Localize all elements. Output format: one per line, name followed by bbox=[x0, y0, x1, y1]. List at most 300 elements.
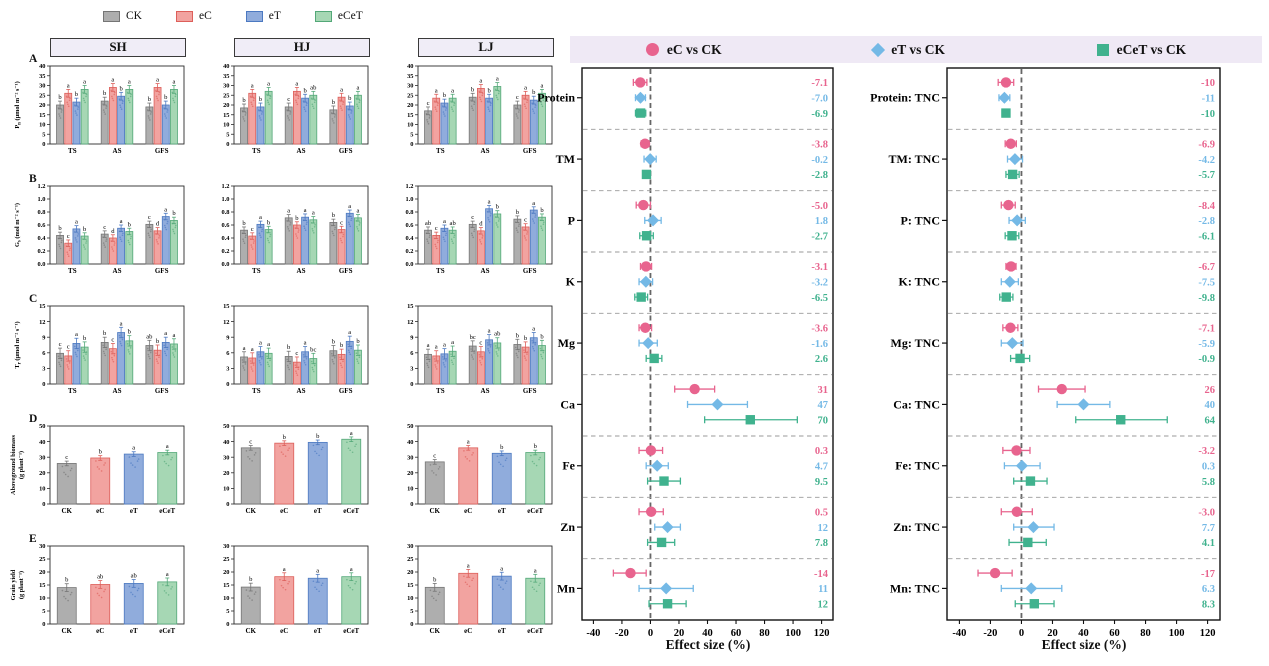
bar-chart-svg bbox=[10, 56, 188, 176]
scatter-dot bbox=[122, 337, 124, 339]
scatter-dot bbox=[332, 231, 334, 233]
scatter-dot bbox=[451, 240, 453, 242]
scatter-dot bbox=[339, 99, 341, 101]
bar-eCeT bbox=[170, 89, 177, 144]
sig-letter: d bbox=[111, 227, 115, 235]
scatter-dot bbox=[306, 221, 308, 223]
scatter-dot bbox=[58, 238, 60, 240]
bar-eCeT bbox=[449, 98, 456, 144]
bar-eCeT bbox=[126, 89, 133, 144]
sig-letter: b bbox=[82, 225, 87, 233]
scatter-dot bbox=[341, 367, 343, 369]
scatter-dot bbox=[342, 236, 344, 238]
scatter-dot bbox=[314, 99, 316, 101]
scatter-dot bbox=[298, 98, 300, 100]
scatter-dot bbox=[474, 101, 476, 103]
scatter-dot bbox=[61, 358, 63, 360]
scatter-dot bbox=[82, 349, 84, 351]
sig-letter: c bbox=[426, 99, 430, 107]
y-tick-label: 0 bbox=[410, 141, 414, 149]
scatter-dot bbox=[84, 359, 86, 361]
scatter-dot bbox=[103, 591, 105, 593]
scatter-dot bbox=[173, 231, 175, 233]
x-tick-label: CK bbox=[429, 627, 440, 635]
y-tick-label: 20 bbox=[39, 569, 46, 577]
effect-size-value: 70 bbox=[817, 415, 828, 427]
scatter-dot bbox=[121, 345, 123, 347]
scatter-dot bbox=[471, 454, 473, 456]
scatter-dot bbox=[489, 221, 491, 223]
effect-size-value: -3.6 bbox=[811, 323, 828, 335]
x-tick-label: AS bbox=[480, 267, 490, 275]
scatter-dot bbox=[266, 356, 268, 358]
scatter-dot bbox=[86, 351, 88, 353]
plot-frame bbox=[582, 68, 833, 620]
sig-letter: c bbox=[295, 349, 299, 357]
scatter-dot bbox=[505, 460, 507, 462]
scatter-dot bbox=[162, 455, 164, 457]
forest-row-label: Mg bbox=[557, 336, 575, 351]
y-axis-label-part: (mol m⁻² s⁻¹) bbox=[14, 203, 21, 241]
scatter-dot bbox=[428, 123, 430, 125]
scatter-dot bbox=[343, 359, 345, 361]
scatter-dot bbox=[443, 113, 445, 115]
scatter-dot bbox=[60, 366, 62, 368]
scatter-dot bbox=[250, 102, 252, 104]
scatter-dot bbox=[429, 361, 431, 363]
scatter-dot bbox=[85, 242, 87, 244]
effect-size-value: 4.7 bbox=[814, 461, 828, 473]
sig-letter: b bbox=[127, 221, 131, 229]
scatter-dot bbox=[122, 102, 124, 104]
scatter-dot bbox=[289, 113, 291, 115]
scatter-dot bbox=[253, 240, 255, 242]
sig-letter: b bbox=[500, 443, 504, 451]
forest-marker-square bbox=[642, 231, 651, 240]
sig-letter: a bbox=[349, 565, 353, 573]
scatter-dot bbox=[450, 353, 452, 355]
scatter-dot bbox=[287, 226, 289, 228]
scatter-dot bbox=[495, 216, 497, 218]
sig-letter: a bbox=[348, 329, 352, 337]
sig-letter: b bbox=[348, 95, 352, 103]
scatter-dot bbox=[106, 347, 108, 349]
bar-legend-item-ec bbox=[176, 10, 212, 22]
y-tick-label: 20 bbox=[223, 569, 230, 577]
scatter-dot bbox=[113, 361, 115, 363]
scatter-dot bbox=[350, 112, 352, 114]
sig-letter: c bbox=[250, 225, 254, 233]
x-tick-label: -20 bbox=[983, 628, 998, 639]
forest-marker-square bbox=[636, 292, 645, 301]
bar-eT bbox=[308, 442, 327, 504]
scatter-dot bbox=[471, 580, 473, 582]
bar-CK bbox=[425, 587, 444, 624]
forest-row-label: Fe: TNC bbox=[895, 458, 940, 473]
sig-letter: a bbox=[466, 438, 470, 446]
scatter-dot bbox=[148, 115, 150, 117]
y-tick-label: 3 bbox=[42, 365, 46, 373]
scatter-dot bbox=[166, 223, 168, 225]
x-tick-label: eT bbox=[313, 627, 322, 635]
bar-eT bbox=[492, 576, 511, 624]
scatter-dot bbox=[70, 594, 72, 596]
scatter-dot bbox=[429, 234, 431, 236]
bar-eCeT bbox=[342, 577, 361, 624]
x-tick-label: 20 bbox=[1047, 628, 1058, 639]
sig-letter: a bbox=[287, 207, 291, 215]
sig-letter: a bbox=[479, 77, 483, 85]
forest-marker-circle bbox=[1011, 445, 1021, 455]
sig-letter: ab bbox=[146, 333, 153, 341]
scatter-dot bbox=[498, 218, 500, 220]
bar-eCeT bbox=[494, 343, 501, 384]
bar-legend-item-et bbox=[246, 10, 281, 22]
sig-letter: bc bbox=[310, 346, 317, 354]
scatter-dot bbox=[482, 237, 484, 239]
scatter-dot bbox=[288, 228, 290, 230]
scatter-dot bbox=[496, 353, 498, 355]
bar-eT bbox=[486, 209, 493, 264]
scatter-dot bbox=[489, 352, 491, 354]
bar-panel-D-SH bbox=[10, 416, 188, 536]
scatter-dot bbox=[157, 362, 159, 364]
scatter-dot bbox=[242, 116, 244, 118]
panel-label-c: C bbox=[29, 293, 38, 305]
effect-size-value: -10 bbox=[1201, 78, 1215, 90]
scatter-dot bbox=[59, 246, 61, 248]
scatter-dot bbox=[506, 458, 508, 460]
y-tick-label: 5 bbox=[410, 131, 414, 139]
effect-size-value: 40 bbox=[1204, 400, 1215, 412]
bar-eT bbox=[308, 578, 327, 624]
scatter-dot bbox=[332, 361, 334, 363]
scatter-dot bbox=[500, 586, 502, 588]
scatter-dot bbox=[506, 580, 508, 582]
scatter-dot bbox=[98, 595, 100, 597]
scatter-dot bbox=[95, 460, 97, 462]
forest-marker-diamond bbox=[662, 521, 674, 533]
scatter-dot bbox=[130, 94, 132, 96]
y-tick-label: 1.2 bbox=[405, 183, 414, 191]
bar-eC bbox=[91, 584, 110, 624]
y-tick-label: 40 bbox=[39, 438, 46, 446]
scatter-dot bbox=[175, 350, 177, 352]
forest-marker-diamond bbox=[1009, 153, 1021, 165]
scatter-dot bbox=[77, 106, 79, 108]
sig-letter: bc bbox=[469, 333, 476, 341]
forest-row-label: K: TNC bbox=[898, 274, 940, 289]
forest-marker-diamond bbox=[1078, 398, 1090, 410]
scatter-dot bbox=[489, 110, 491, 112]
scatter-dot bbox=[517, 117, 519, 119]
scatter-dot bbox=[65, 474, 67, 476]
scatter-dot bbox=[149, 237, 151, 239]
scatter-dot bbox=[132, 464, 134, 466]
sig-letter: b bbox=[74, 91, 79, 99]
scatter-dot bbox=[250, 244, 252, 246]
scatter-dot bbox=[111, 96, 113, 98]
scatter-dot bbox=[128, 242, 130, 244]
scatter-dot bbox=[312, 103, 314, 105]
swatch-icon-et bbox=[246, 11, 263, 22]
scatter-dot bbox=[119, 341, 121, 343]
scatter-dot bbox=[450, 232, 452, 234]
x-tick-label: eT bbox=[313, 507, 322, 515]
y-tick-label: 1.0 bbox=[405, 196, 414, 204]
scatter-dot bbox=[472, 358, 474, 360]
forest-marker-circle bbox=[638, 200, 648, 210]
scatter-dot bbox=[479, 97, 481, 99]
effect-size-value: -10 bbox=[1201, 108, 1215, 120]
scatter-dot bbox=[495, 345, 497, 347]
scatter-dot bbox=[158, 94, 160, 96]
y-tick-label: 12 bbox=[39, 318, 46, 326]
scatter-dot bbox=[261, 358, 263, 360]
scatter-dot bbox=[496, 95, 498, 97]
sig-letter: c bbox=[471, 214, 475, 222]
x-tick-label: 80 bbox=[1140, 628, 1151, 639]
effect-size-value: 2.6 bbox=[814, 354, 828, 366]
x-tick-label: AS bbox=[480, 147, 490, 155]
scatter-dot bbox=[288, 581, 290, 583]
scatter-dot bbox=[67, 104, 69, 106]
scatter-dot bbox=[258, 354, 260, 356]
scatter-dot bbox=[130, 592, 132, 594]
effect-size-value: -1.6 bbox=[811, 338, 828, 350]
scatter-dot bbox=[516, 115, 518, 117]
scatter-dot bbox=[311, 361, 313, 363]
x-tick-label: CK bbox=[245, 507, 256, 515]
scatter-dot bbox=[259, 117, 261, 119]
scatter-dot bbox=[68, 106, 70, 108]
y-tick-label: 25 bbox=[407, 92, 414, 100]
y-tick-label: 30 bbox=[223, 454, 230, 462]
scatter-dot bbox=[60, 117, 62, 119]
forest-marker-diamond bbox=[644, 153, 656, 165]
forest-marker-square bbox=[663, 599, 672, 608]
y-tick-label: 10 bbox=[223, 595, 230, 603]
scatter-dot bbox=[452, 110, 454, 112]
scatter-dot bbox=[498, 220, 500, 222]
sig-letter: a bbox=[132, 444, 136, 452]
sig-letter: b bbox=[515, 208, 520, 216]
scatter-dot bbox=[243, 118, 245, 120]
scatter-dot bbox=[75, 112, 77, 114]
scatter-dot bbox=[128, 240, 130, 242]
sig-letter: a bbox=[156, 76, 160, 84]
bar-eT bbox=[118, 96, 125, 144]
scatter-dot bbox=[246, 450, 248, 452]
forest-marker-circle bbox=[1005, 323, 1015, 333]
scatter-dot bbox=[298, 229, 300, 231]
scatter-dot bbox=[351, 346, 353, 348]
scatter-dot bbox=[348, 585, 350, 587]
panel-label-e: E bbox=[29, 533, 37, 545]
scatter-dot bbox=[488, 350, 490, 352]
sig-letter: a bbox=[500, 565, 504, 573]
scatter-dot bbox=[157, 100, 159, 102]
x-tick-label: TS bbox=[436, 267, 445, 275]
effect-size-value: 12 bbox=[817, 522, 828, 534]
scatter-dot bbox=[288, 367, 290, 369]
effect-size-value: -11 bbox=[1201, 93, 1215, 105]
sig-letter: b bbox=[82, 334, 87, 342]
effect-size-value: -4.2 bbox=[1198, 154, 1215, 166]
scatter-dot bbox=[495, 89, 497, 91]
scatter-dot bbox=[359, 354, 361, 356]
scatter-dot bbox=[261, 111, 263, 113]
scatter-dot bbox=[470, 99, 472, 101]
scatter-dot bbox=[312, 230, 314, 232]
scatter-dot bbox=[313, 232, 315, 234]
forest-legend-label: eCeT vs CK bbox=[1116, 41, 1187, 57]
bar-eCeT bbox=[354, 218, 361, 264]
scatter-dot bbox=[334, 357, 336, 359]
scatter-dot bbox=[84, 248, 86, 250]
y-axis-label-part: s bbox=[17, 240, 23, 243]
y-tick-label: 30 bbox=[223, 82, 230, 90]
x-tick-label: GFS bbox=[522, 267, 537, 275]
y-tick-label: 10 bbox=[39, 595, 46, 603]
scatter-dot bbox=[435, 108, 437, 110]
y-tick-label: 50 bbox=[223, 423, 230, 431]
scatter-dot bbox=[490, 215, 492, 217]
scatter-dot bbox=[434, 358, 436, 360]
x-tick-label: AS bbox=[296, 387, 306, 395]
scatter-dot bbox=[437, 102, 439, 104]
scatter-dot bbox=[101, 597, 103, 599]
scatter-dot bbox=[244, 369, 246, 371]
scatter-dot bbox=[334, 355, 336, 357]
y-tick-label: 0 bbox=[42, 381, 46, 389]
scatter-dot bbox=[104, 462, 106, 464]
x-tick-label: eCeT bbox=[159, 627, 176, 635]
scatter-dot bbox=[453, 104, 455, 106]
y-tick-label: 0 bbox=[410, 621, 414, 629]
scatter-dot bbox=[97, 593, 99, 595]
bar-eC bbox=[249, 236, 256, 264]
scatter-dot bbox=[498, 349, 500, 351]
forest-marker-diamond bbox=[651, 460, 663, 472]
scatter-dot bbox=[260, 364, 262, 366]
x-tick-label: eC bbox=[280, 507, 289, 515]
scatter-dot bbox=[472, 107, 474, 109]
diamond-marker-icon bbox=[871, 42, 885, 56]
sig-letter: a bbox=[434, 87, 438, 95]
y-tick-label: 0.8 bbox=[37, 209, 46, 217]
sig-letter: a bbox=[316, 567, 320, 575]
scatter-dot bbox=[163, 219, 165, 221]
sig-letter: a bbox=[83, 78, 87, 86]
scatter-dot bbox=[156, 96, 158, 98]
scatter-dot bbox=[128, 349, 130, 351]
scatter-dot bbox=[359, 101, 361, 103]
scatter-dot bbox=[134, 596, 136, 598]
sig-letter: c bbox=[515, 94, 519, 102]
bar-eCeT bbox=[342, 439, 361, 504]
scatter-dot bbox=[58, 113, 60, 115]
scatter-dot bbox=[306, 104, 308, 106]
y-tick-label: 40 bbox=[407, 63, 414, 71]
sig-letter: c bbox=[340, 219, 344, 227]
y-tick-label: 30 bbox=[39, 543, 46, 551]
scatter-dot bbox=[150, 231, 152, 233]
scatter-dot bbox=[312, 369, 314, 371]
sig-letter: a bbox=[442, 341, 446, 349]
effect-size-value: -5.7 bbox=[1198, 170, 1215, 182]
scatter-dot bbox=[245, 114, 247, 116]
scatter-dot bbox=[346, 579, 348, 581]
bar-legend-label: CK bbox=[126, 10, 142, 22]
x-tick-label: eT bbox=[129, 627, 138, 635]
scatter-dot bbox=[85, 96, 87, 98]
scatter-dot bbox=[104, 353, 106, 355]
y-tick-label: 0.0 bbox=[37, 261, 46, 269]
scatter-dot bbox=[147, 348, 149, 350]
scatter-dot bbox=[269, 360, 271, 362]
scatter-dot bbox=[298, 96, 300, 98]
scatter-dot bbox=[102, 345, 104, 347]
scatter-dot bbox=[148, 235, 150, 237]
scatter-dot bbox=[288, 369, 290, 371]
bar-eT bbox=[486, 340, 493, 384]
scatter-dot bbox=[357, 105, 359, 107]
x-tick-label: GFS bbox=[154, 387, 169, 395]
scatter-dot bbox=[332, 120, 334, 122]
scatter-dot bbox=[155, 90, 157, 92]
y-axis-label-part: P bbox=[14, 124, 21, 129]
sig-letter: a bbox=[540, 82, 544, 90]
scatter-dot bbox=[296, 102, 298, 104]
bar-panel-E-HJ bbox=[194, 536, 372, 656]
sig-letter: a bbox=[466, 562, 470, 570]
effect-size-value: 8.3 bbox=[1201, 599, 1215, 611]
panel-label-d: D bbox=[29, 413, 38, 425]
forest-plot-tnc bbox=[870, 64, 1265, 644]
bar-eT bbox=[302, 98, 309, 144]
y-tick-label: 30 bbox=[223, 543, 230, 551]
bar-eT bbox=[492, 453, 511, 504]
scatter-dot bbox=[260, 237, 262, 239]
scatter-dot bbox=[339, 232, 341, 234]
x-tick-label: 80 bbox=[759, 628, 770, 639]
sig-letter: a bbox=[349, 429, 353, 437]
forest-row-label: TM bbox=[555, 152, 575, 167]
scatter-dot bbox=[111, 90, 113, 92]
forest-row-label: Protein bbox=[537, 90, 575, 105]
scatter-dot bbox=[288, 230, 290, 232]
scatter-dot bbox=[61, 360, 63, 362]
scatter-dot bbox=[471, 105, 473, 107]
x-tick-label: 0 bbox=[647, 628, 654, 639]
scatter-dot bbox=[498, 584, 500, 586]
forest-marker-square bbox=[1030, 599, 1039, 608]
scatter-dot bbox=[103, 351, 105, 353]
x-tick-label: 100 bbox=[1168, 628, 1185, 639]
x-tick-label: eC bbox=[96, 507, 105, 515]
x-tick-label: 40 bbox=[1078, 628, 1089, 639]
sig-letter: a bbox=[303, 339, 307, 347]
y-axis-label-part: (g plant⁻¹) bbox=[18, 570, 25, 600]
x-tick-label: 60 bbox=[1109, 628, 1120, 639]
scatter-dot bbox=[450, 100, 452, 102]
sig-letter: d bbox=[155, 220, 160, 228]
scatter-dot bbox=[149, 358, 151, 360]
forest-legend-item-et bbox=[873, 42, 945, 58]
scatter-dot bbox=[311, 222, 313, 224]
x-tick-label: GFS bbox=[522, 147, 537, 155]
